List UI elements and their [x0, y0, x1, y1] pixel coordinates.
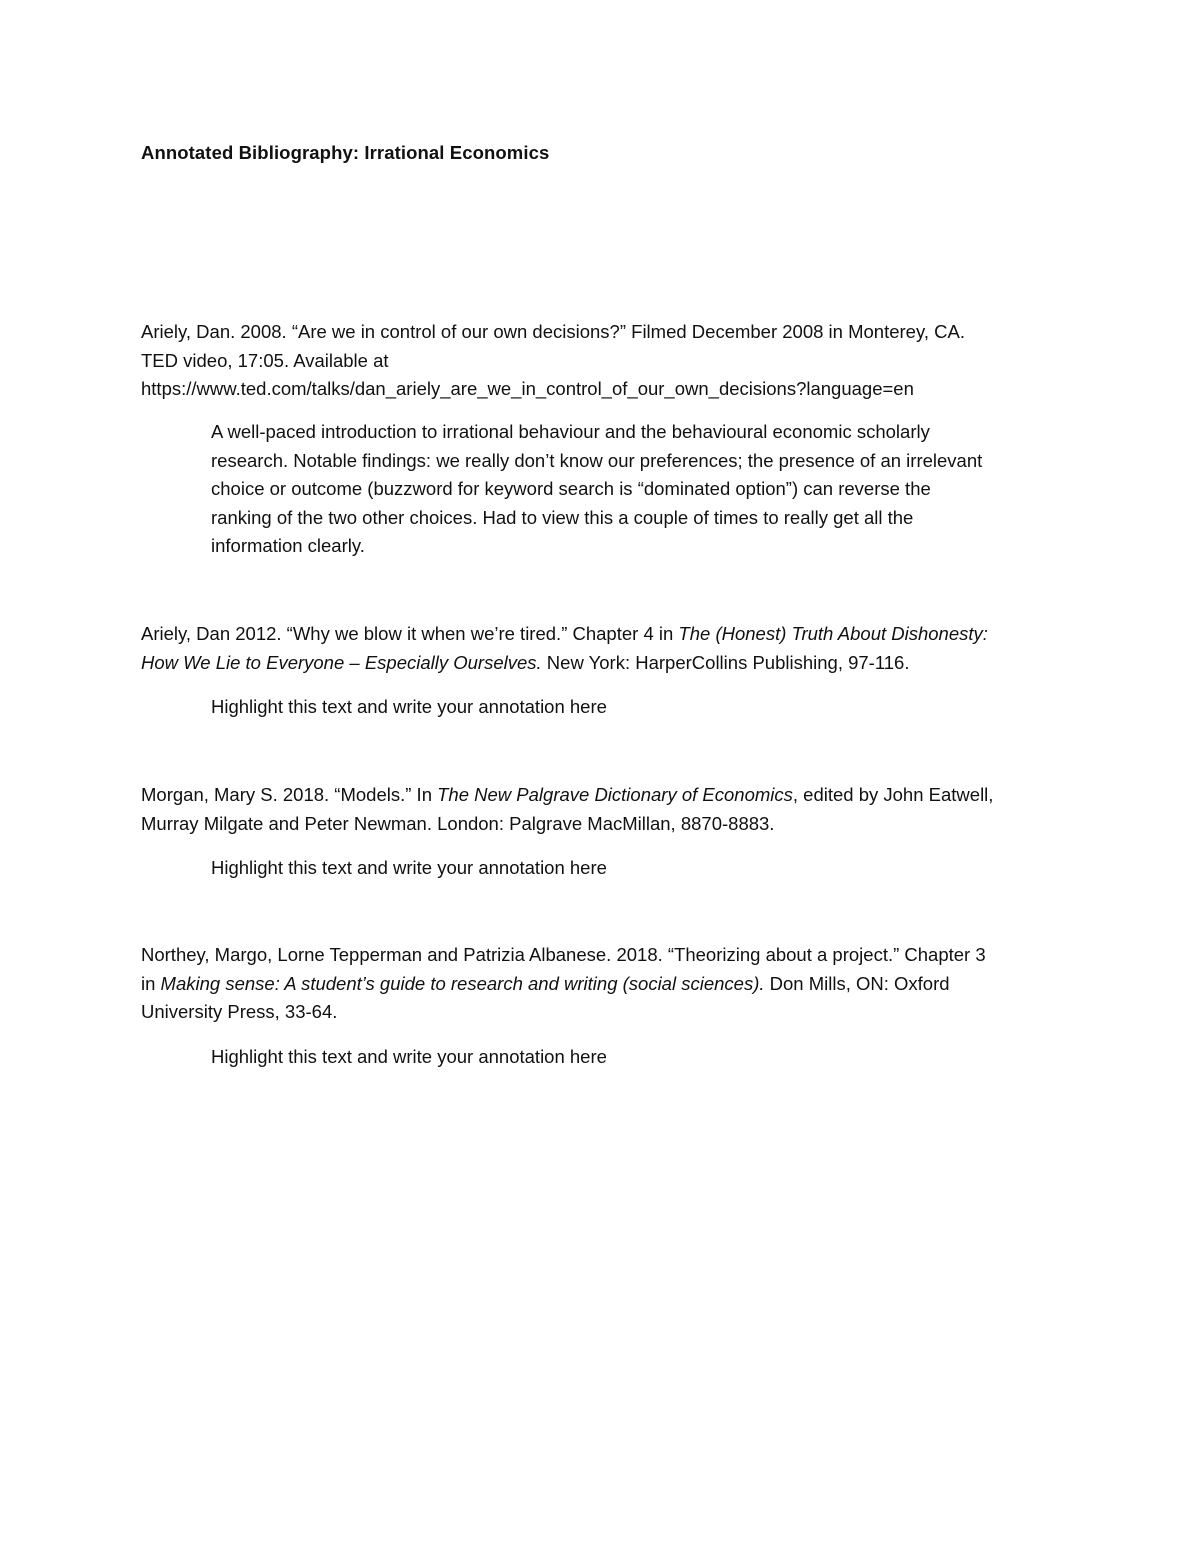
citation-line: [141, 375, 1061, 404]
citation-line: [141, 347, 1061, 376]
citation-text: New York: HarperCollins Publishing, 97-116.: [541, 651, 910, 673]
annotation-line: information clearly.: [211, 535, 365, 556]
annotation-line: Highlight this text and write your annotation here: [211, 696, 607, 717]
annotation-3[interactable]: [211, 854, 1071, 883]
citation-line: [141, 941, 1061, 970]
citation-text: University Press, 33-64.: [141, 1001, 338, 1022]
annotation-2[interactable]: [211, 693, 1071, 722]
citation-line: [141, 810, 1061, 839]
citation-italic-text: Making sense: A student’s guide to research and writing (social sciences).: [160, 972, 765, 994]
citation-text: Ariely, Dan 2012. “Why we blow it when we’re tired.” Chapter 4 in: [141, 623, 679, 644]
citation-line: [141, 318, 1061, 347]
citation-italic-text: How We Lie to Everyone – Especially Ourselves.: [141, 651, 542, 673]
citation-line: [141, 620, 1061, 649]
annotation-line: choice or outcome (buzzword for keyword search is “dominated option”) can reverse the: [211, 478, 931, 499]
citation-line: [141, 970, 1061, 999]
citation-1: [141, 318, 1061, 404]
annotation-line: Highlight this text and write your annotation here: [211, 1046, 607, 1067]
citation-text: Murray Milgate and Peter Newman. London: Palgrave MacMillan, 8870-8883.: [141, 812, 775, 834]
citation-text: TED video, 17:05. Available at: [141, 349, 389, 371]
page-title: Annotated Bibliography: Irrational Economics: [141, 142, 550, 163]
citation-text: Don Mills, ON: Oxford: [764, 972, 950, 994]
citation-text: Northey, Margo, Lorne Tepperman and Patrizia Albanese. 2018. “Theorizing about a project.” Chapter 3: [141, 944, 986, 965]
annotation-4[interactable]: [211, 1043, 1071, 1072]
citation-line: [141, 781, 1061, 810]
citation-3: [141, 781, 1061, 838]
citation-text: , edited by John Eatwell,: [792, 784, 994, 805]
citation-4: [141, 941, 1061, 1027]
annotation-line: research. Notable findings: we really don’t know our preferences; the presence of an irrelevant: [211, 449, 983, 471]
citation-line: [141, 998, 1061, 1027]
citation-italic-text: The New Palgrave Dictionary of Economics: [437, 784, 793, 805]
annotation-1[interactable]: [211, 418, 1071, 561]
citation-text: Ariely, Dan. 2008. “Are we in control of our own decisions?” Filmed December 2008 in Monterey, CA.: [141, 321, 965, 342]
citation-text: https://www.ted.com/talks/dan_ariely_are_we_in_control_of_our_own_decisions?language=en: [141, 378, 914, 399]
citation-line: [141, 649, 1061, 678]
citation-italic-text: The (Honest) Truth About Dishonesty:: [678, 623, 988, 644]
annotation-line: Highlight this text and write your annotation here: [211, 857, 607, 878]
citation-text: Morgan, Mary S. 2018. “Models.” In: [141, 784, 438, 805]
annotation-line: ranking of the two other choices. Had to view this a couple of times to really get all the: [211, 506, 914, 528]
citation-text: in: [141, 972, 161, 994]
citation-2: [141, 620, 1061, 677]
annotation-line: A well-paced introduction to irrational behaviour and the behavioural economic scholarly: [211, 421, 930, 442]
